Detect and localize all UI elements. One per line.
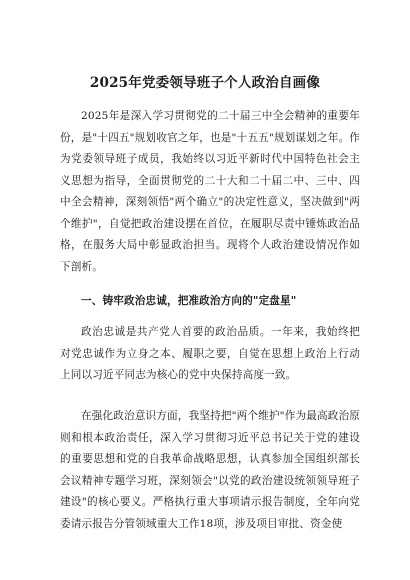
section-paragraph-2: 在强化政治意识方面，我坚持把"两个维护"作为最高政治原则和根本政治责任，深入学习贯彻习近平总书记关于党的建设的重要思想和党的自我革命战略思想，认真参加全国组织部长会议精神专题学习班，深刻领会"以党的政治建设统领领导班子建设"的核心要义。严格执行重大事项请示报告制度，全年向党委请示报告分管领域重大工作18项，涉及项目审批、资金使 bbox=[60, 410, 360, 530]
intro-paragraph: 2025年是深入学习贯彻党的二十届三中全会精神的重要年份，是"十四五"规划收官之年，也是"十五五"规划谋划之年。作为党委领导班子成员，我始终以习近平新时代中国特色社会主义思想为指导，全面贯彻党的二十大和二十届二中、三中、四中全会精神，深刻领悟"两个确立"的决定性意义，坚决做到"两个维护"，自觉把政治建设摆在首位，在履职尽责中锤炼政治品格，在服务大局中彰显政治担当。现将个人政治建设情况作如下剖析。 bbox=[60, 110, 360, 273]
section-paragraph-1: 政治忠诚是共产党人首要的政治品质。一年来，我始终把对党忠诚作为立身之本、履职之要，自觉在思想上政治上行动上同以习近平同志为核心的党中央保持高度一致。 bbox=[60, 326, 360, 381]
document-title: 2025年党委领导班子个人政治自画像 bbox=[89, 75, 321, 92]
section-heading: 一、铸牢政治忠诚，把准政治方向的"定盘星" bbox=[81, 295, 297, 307]
